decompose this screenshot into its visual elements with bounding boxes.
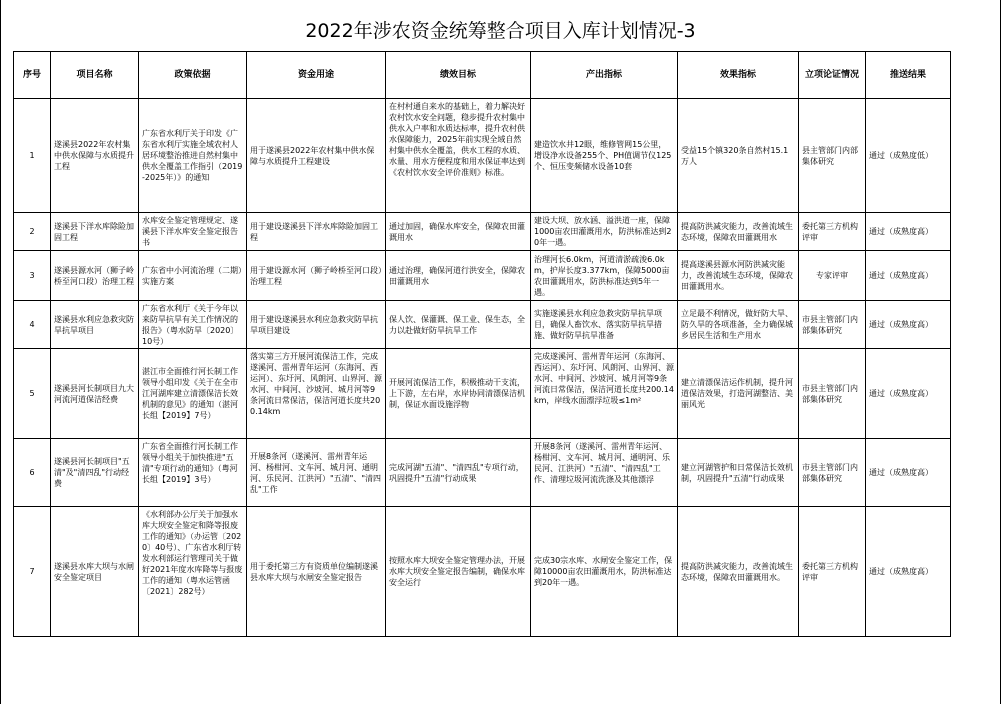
cell-policy: 广东省中小河流治理（二期）实施方案: [139, 251, 247, 301]
cell-goal: 保人饮、保灌溉、保工业、保生态，全力以赴做好防旱抗旱工作: [386, 301, 531, 349]
table-row: [14, 213, 951, 251]
header-effect: 效果指标: [678, 52, 799, 99]
header-goal: 绩效目标: [386, 52, 531, 99]
cell-goal: [386, 99, 531, 213]
cell-name: 遂溪县水利应急救灾防旱抗旱项目: [51, 301, 139, 349]
cell-review: 委托第三方机构评审: [799, 213, 866, 251]
cell-output: 建设大坝、放水涵、溢洪道一座，保障1000亩农田灌溉用水，防洪标准达到20年一遇。: [531, 213, 678, 251]
cell-output: 治理河长6.0km，河道清淤疏浚6.0km，护岸长度3.377km，保障5000亩农田灌溉用水，防洪标准达到5年一遇。: [531, 251, 678, 301]
cell-no: 4: [14, 301, 51, 349]
cell-review: 委托第三方机构评审: [799, 507, 866, 637]
cell-output: 完成30宗水库、水闸安全鉴定工作，保障10000亩农田灌溉用水，防洪标准达到20年一遇。: [531, 507, 678, 637]
cell-review: 市县主管部门内部集体研究: [799, 439, 866, 507]
cell-policy: [139, 507, 247, 637]
page-border-left: [0, 0, 1, 704]
cell-policy: [139, 439, 247, 507]
header-result: 推送结果: [866, 52, 951, 99]
cell-goal: 通过治理，确保河道行洪安全，保障农田灌溉用水: [386, 251, 531, 301]
cell-no: 7: [14, 507, 51, 637]
cell-effect: 提高防洪减灾能力，改善流域生态环境，保障农田灌溉用水。: [678, 507, 799, 637]
table-row: [14, 349, 951, 439]
cell-policy: 广东省水利厅关于印发《广东省水利厅实施全域农村人居环境整治推进自然村集中供水全覆盖工作指引（2019-2025年）》的通知: [139, 99, 247, 213]
cell-output: [531, 349, 678, 439]
cell-effect: 建立清漂保洁运作机制，提升河道保洁效果，打造河湖整洁、美丽风光: [678, 349, 799, 439]
cell-goal: 开展河流保洁工作，积极推动干支流，上下游，左右岸，水岸协同清漂保洁机制，保证水面设施浮物: [386, 349, 531, 439]
cell-no: 2: [14, 213, 51, 251]
page-title: 2022年涉农资金统筹整合项目入库计划情况-3: [305, 20, 696, 42]
header-review: 立项论证情况: [799, 52, 866, 99]
cell-result: 通过（成熟度高）: [866, 301, 951, 349]
cell-usage: 用于委托第三方有资质单位编制遂溪县水库大坝与水闸安全鉴定报告: [247, 507, 386, 637]
cell-name: 遂溪县水库大坝与水闸安全鉴定项目: [51, 507, 139, 637]
cell-result: 通过（成熟度高）: [866, 349, 951, 439]
table-row: [14, 301, 951, 349]
table-row: [14, 439, 951, 507]
cell-result: 通过（成熟度高）: [866, 439, 951, 507]
cell-usage: 用于建设源水河（狮子岭桥至河口段）治理工程: [247, 251, 386, 301]
table-header-row: [14, 52, 951, 99]
cell-output-text: 完成遂溪河、雷州青年运河（东海河、西运河）、东圩河、风朗河、山界河、源水河、中间河、沙坡河、城月河等9条河流日常保洁，保洁河道长度共200.14km，岸线水面漂浮垃圾≤1m²: [534, 351, 674, 405]
cell-policy: 水库安全鉴定管理规定、遂溪县下洋水库安全鉴定报告书: [139, 213, 247, 251]
cell-name: 遂溪县2022年农村集中供水保障与水质提升工程: [51, 99, 139, 213]
cell-goal: 按照水库大坝安全鉴定管理办法，开展水库大坝安全鉴定报告编制，确保水库安全运行: [386, 507, 531, 637]
cell-name: 遂溪县源水河（狮子岭桥至河口段）治理工程: [51, 251, 139, 301]
cell-result: 通过（成熟度高）: [866, 507, 951, 637]
cell-no: 3: [14, 251, 51, 301]
cell-review: 市县主管部门内部集体研究: [799, 301, 866, 349]
cell-usage: [247, 349, 386, 439]
cell-result: 通过（成熟度高）: [866, 213, 951, 251]
cell-goal: 完成河湖"五清"、"清四乱"专项行动，巩固提升"五清"行动成果: [386, 439, 531, 507]
table-row: [14, 507, 951, 637]
cell-policy: 湛江市全面推行河长制工作领导小组印发《关于在全市江河湖库建立清漂保洁长效机制的意见》的通知（湛河长组【2019】7号）: [139, 349, 247, 439]
header-output: 产出指标: [531, 52, 678, 99]
project-table: [13, 51, 951, 637]
header-policy: 政策依据: [139, 52, 247, 99]
cell-policy-text: 《水利部办公厅关于加强水库大坝安全鉴定和降等报废工作的通知》（办运管〔2020〕40号）、广东省水利厅转发水利部运行管理司关于做好2021年度水库降等与报废工作的通知（粤水运管函〔2021〕282号）: [142, 509, 243, 596]
cell-effect: 提高防洪减灾能力，改善流域生态环境，保障农田灌溉用水: [678, 213, 799, 251]
cell-effect: 受益15个镇320条自然村15.1万人: [678, 99, 799, 213]
cell-usage: 开展8条河（遂溪河、雷州青年运河、杨柑河、文车河、城月河、通明河、乐民河、江洪河）"五清"、"清四乱"工作: [247, 439, 386, 507]
cell-name: 遂溪县河长制项目九大河流河道保洁经费: [51, 349, 139, 439]
cell-usage: 用于建设遂溪县下洋水库除险加固工程: [247, 213, 386, 251]
cell-usage: 用于遂溪县2022年农村集中供水保障与水质提升工程建设: [247, 99, 386, 213]
cell-effect: 立足最不利情况，做好防大旱、防久旱的各项准备，全力确保城乡居民生活和生产用水: [678, 301, 799, 349]
cell-output: 实施遂溪县水利应急救灾防旱抗旱项目，确保人畜饮水、落实防旱抗旱措施、做好防旱抗旱准备: [531, 301, 678, 349]
cell-policy-text: 广东省全面推行河长制工作领导小组关于加快推进"五清"专项行动的通知》（粤河长组【2019】3号）: [142, 441, 238, 484]
cell-output-text: 开展8条河（遂溪河、雷州青年运河、杨柑河、文车河、城月河、通明河、乐民河、江洪河）"五清"、"清四乱"工作、清理垃圾河流洗涤及其他漂浮: [534, 441, 670, 484]
cell-effect: 建立河湖管护和日常保洁长效机制，巩固提升"五清"行动成果: [678, 439, 799, 507]
cell-goal: 通过加固，确保水库安全，保障农田灌溉用水: [386, 213, 531, 251]
cell-policy: 广东省水利厅《关于今年以来防旱抗旱有关工作情况的报告》（粤水防旱〔2020〕10号）: [139, 301, 247, 349]
cell-name: 遂溪县下洋水库除险加固工程: [51, 213, 139, 251]
cell-no: 6: [14, 439, 51, 507]
cell-effect: 提高遂溪县源水河防洪减灾能力，改善流域生态环境，保障农田灌溉用水。: [678, 251, 799, 301]
table-row: [14, 251, 951, 301]
cell-no: 5: [14, 349, 51, 439]
header-name: 项目名称: [51, 52, 139, 99]
table-row: [14, 99, 951, 213]
cell-usage-text: 落实第三方开展河流保洁工作，完成遂溪河、雷州青年运河（东海河、西运河）、东圩河、风朗河、山界河、源水河、中间河、沙坡河、城月河等9条河流日常保洁，保洁河道长度共200.14km: [250, 351, 382, 416]
cell-review: 市县主管部门内部集体研究: [799, 349, 866, 439]
cell-review: 专家评审: [799, 251, 866, 301]
cell-review: 县主管部门内部集体研究: [799, 99, 866, 213]
cell-no: 1: [14, 99, 51, 213]
cell-result: 通过（成熟度高）: [866, 251, 951, 301]
cell-output: 建造饮水井12眼，维修管网15公里，增设净水设备255个、PH值调节仪125个、恒压变频储水设备10套: [531, 99, 678, 213]
cell-name: 遂溪县河长制项目"五清"及"清四乱"行动经费: [51, 439, 139, 507]
header-usage: 资金用途: [247, 52, 386, 99]
header-no: 序号: [14, 52, 51, 99]
cell-output: [531, 439, 678, 507]
cell-result: 通过（成熟度低）: [866, 99, 951, 213]
cell-goal-text: 在村村通自来水的基础上，着力解决好农村饮水安全问题，稳步提升农村集中供水入户率和水质达标率，提升农村供水保障能力，2025年前实现全域自然村集中供水全覆盖，供水工程的水质、水量、用水方便程度和用水保证率达到《农村饮水安全评价准则》标准。: [389, 101, 525, 177]
cell-usage: 用于建设遂溪县水利应急救灾防旱抗旱项目建设: [247, 301, 386, 349]
